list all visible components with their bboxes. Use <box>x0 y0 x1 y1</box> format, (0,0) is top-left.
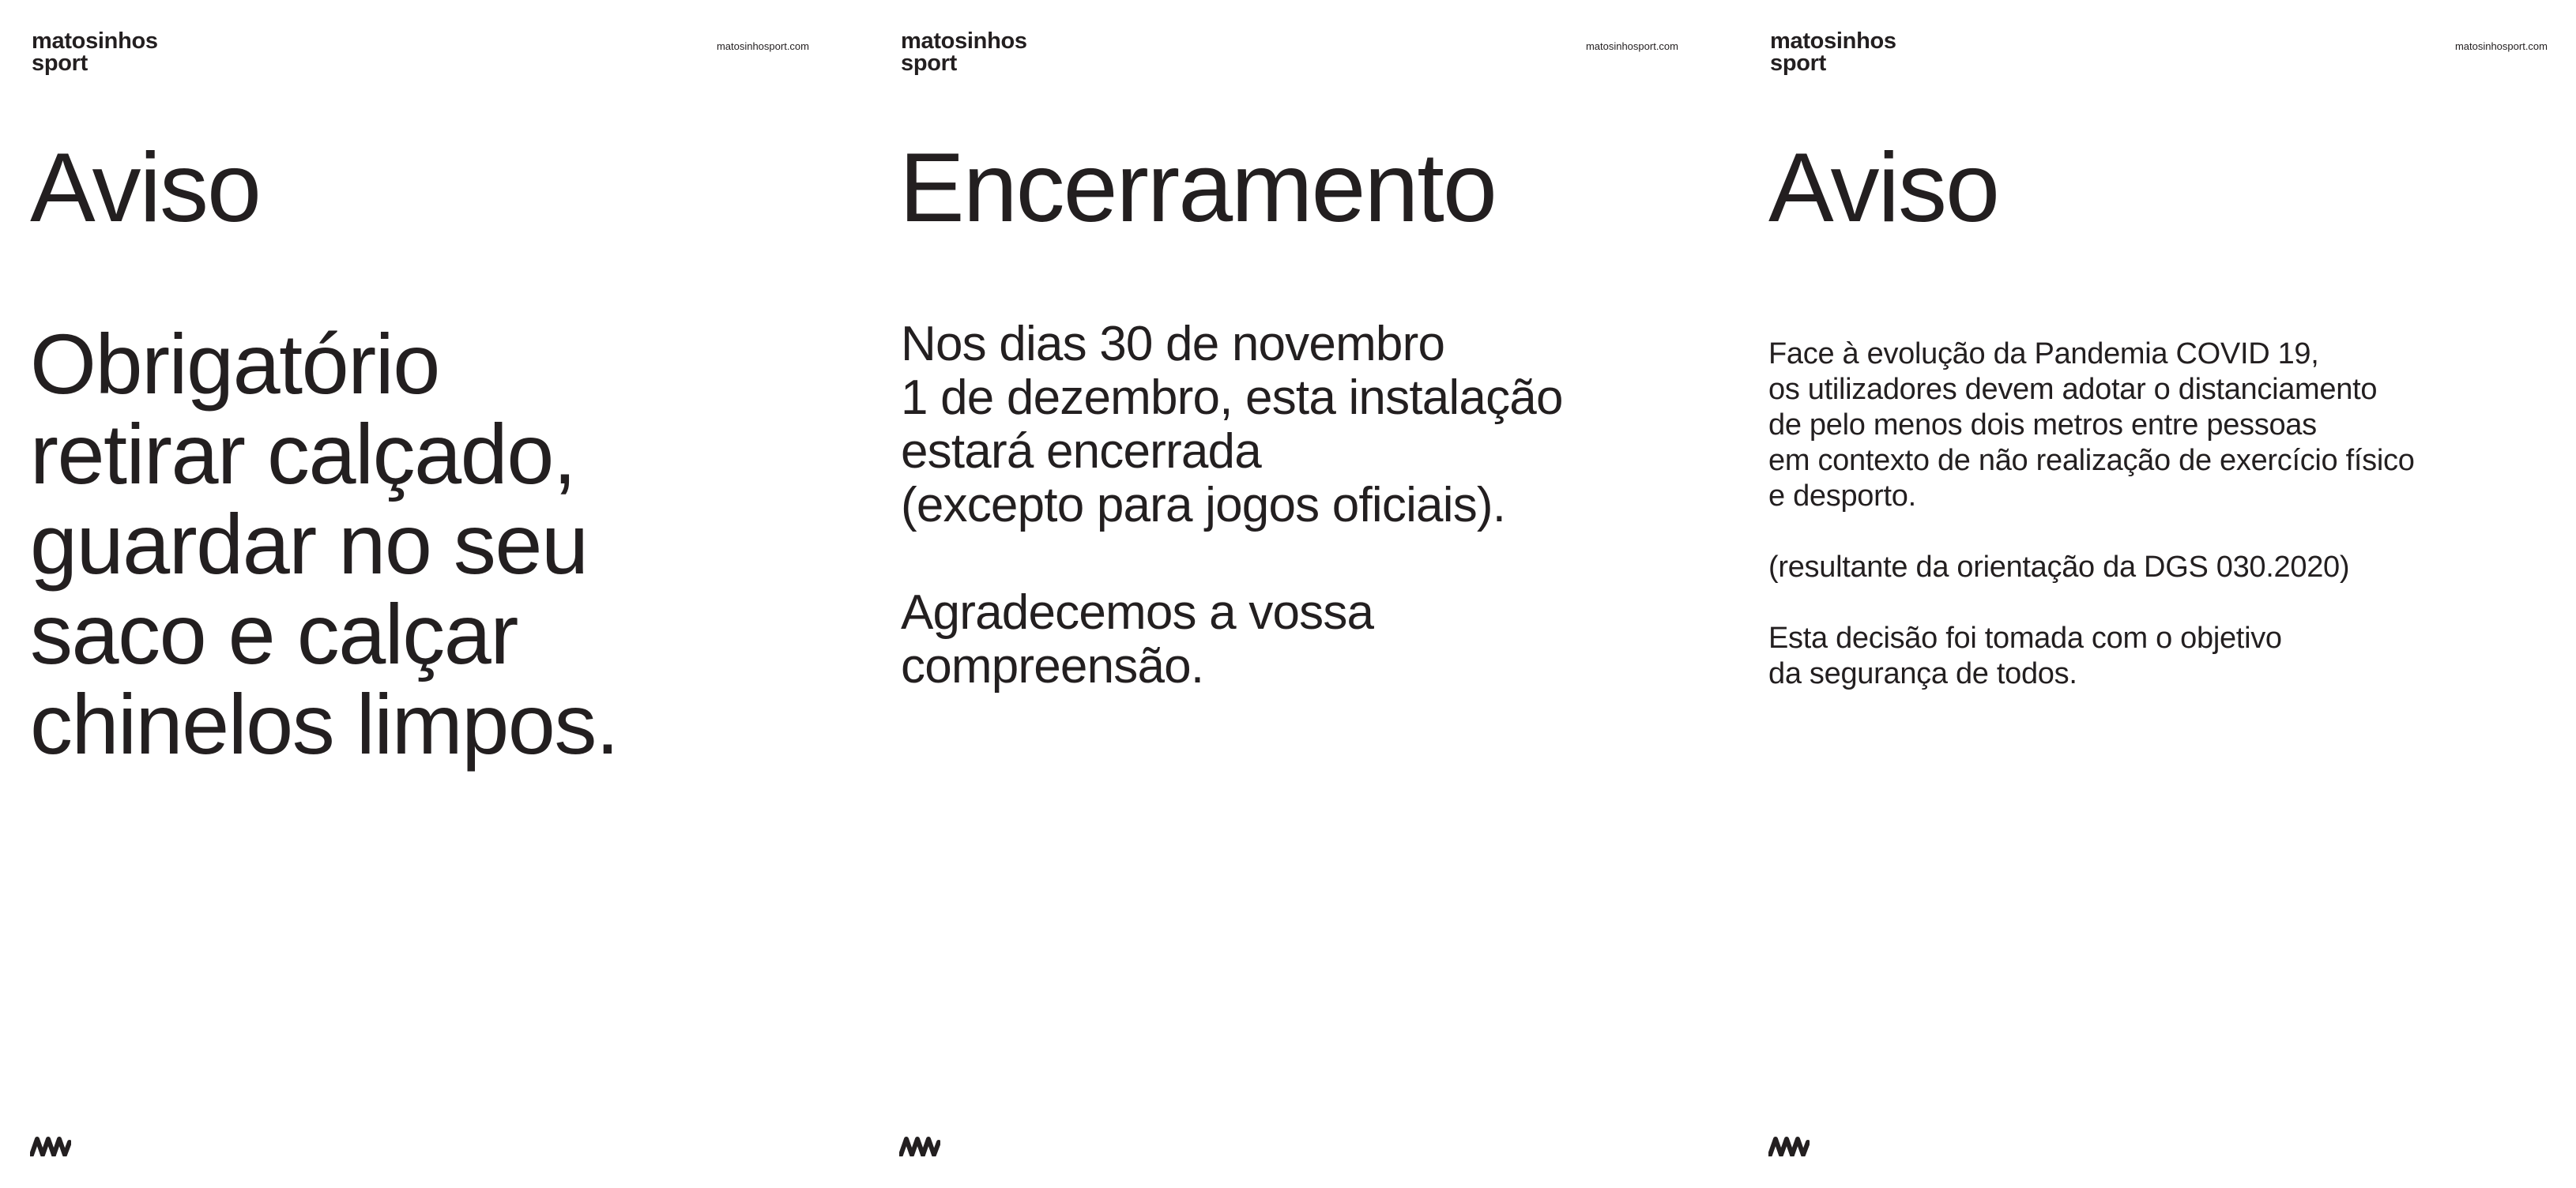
body-line: e desporto. <box>1768 479 1916 513</box>
brand-line: sport <box>1770 51 1827 76</box>
poster-encerramento <box>869 0 1738 1188</box>
paragraph-gap <box>1768 585 2415 621</box>
body-line: Esta decisão foi tomada com o objetivo <box>1768 622 2282 655</box>
website-url: matosinhosport.com <box>716 40 809 52</box>
body-line: compreensão. <box>901 639 1204 694</box>
mm-logo-icon <box>30 1136 71 1156</box>
poster-aviso-covid <box>1738 0 2576 1188</box>
brand-line: matosinhos <box>1770 28 1896 54</box>
poster-aviso-calcado <box>0 0 869 1188</box>
body-line: da segurança de todos. <box>1768 657 2077 690</box>
body-line: (resultante da orientação da DGS 030.2020) <box>1768 551 2350 584</box>
body-line: (excepto para jogos oficiais). <box>901 478 1506 532</box>
body-line: 1 de dezembro, esta instalação <box>901 370 1563 425</box>
brand-line: matosinhos <box>901 28 1027 54</box>
notice-title: Aviso <box>30 133 260 242</box>
notice-body <box>30 316 619 772</box>
body-line: Agradecemos a vossa <box>901 585 1374 640</box>
body-line: retirar calçado, <box>30 406 576 502</box>
body-line: os utilizadores devem adotar o distanciamento <box>1768 373 2378 406</box>
body-line: Nos dias 30 de novembro <box>901 317 1445 371</box>
mm-logo-icon <box>1768 1136 1810 1156</box>
body-line: guardar no seu <box>30 496 588 592</box>
brand-wordmark <box>901 30 1027 74</box>
notice-title: Aviso <box>1768 133 1998 242</box>
brand-wordmark <box>1770 30 1896 74</box>
mm-logo-icon <box>899 1136 940 1156</box>
notice-body <box>1768 336 2415 692</box>
website-url: matosinhosport.com <box>1585 40 1678 52</box>
paragraph-gap <box>901 532 1563 586</box>
notice-title: Encerramento <box>899 133 1496 242</box>
body-line: Obrigatório <box>30 316 439 412</box>
paragraph-gap <box>1768 514 2415 550</box>
website-url: matosinhosport.com <box>2454 40 2548 52</box>
body-line: saco e calçar <box>30 586 518 682</box>
body-line: em contexto de não realização de exercício físico <box>1768 444 2415 477</box>
body-line: Face à evolução da Pandemia COVID 19, <box>1768 337 2319 370</box>
brand-line: sport <box>901 51 958 76</box>
body-line: de pelo menos dois metros entre pessoas <box>1768 408 2317 442</box>
brand-wordmark <box>32 30 158 74</box>
body-line: chinelos limpos. <box>30 676 619 772</box>
brand-line: matosinhos <box>32 28 158 54</box>
notice-body <box>901 318 1563 694</box>
body-line: estará encerrada <box>901 424 1261 479</box>
brand-line: sport <box>32 51 89 76</box>
